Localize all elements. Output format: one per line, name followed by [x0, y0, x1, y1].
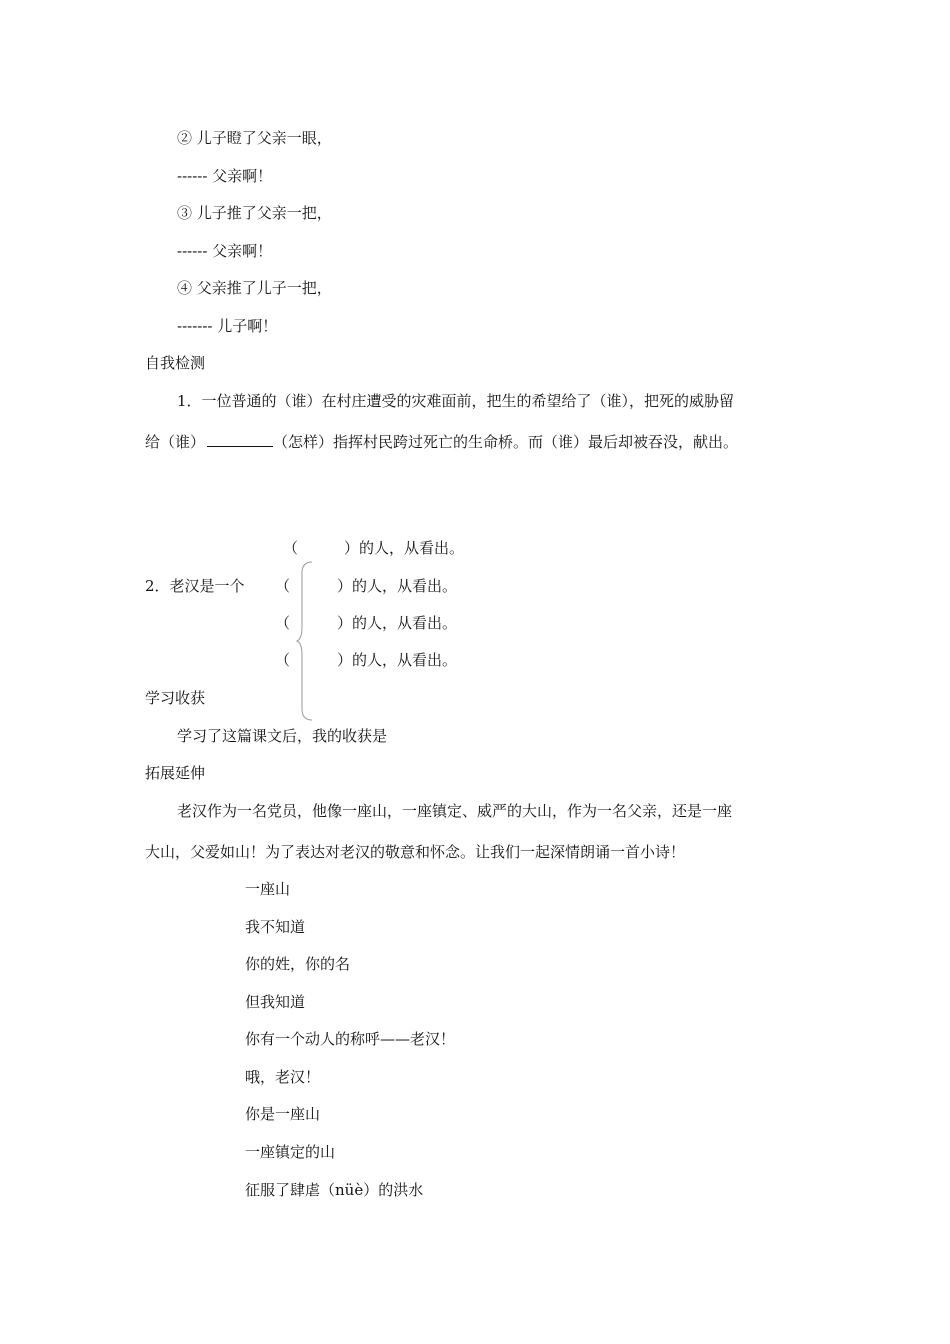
poem-line-8: 一座镇定的山 [245, 1143, 336, 1161]
brace-icon [296, 561, 316, 721]
q2-open-paren-1: （ [283, 539, 299, 557]
extension-para-line-1: 老汉作为一名党员，他像一座山，一座镇定、威严的大山，作为一名父亲，还是一座 [177, 802, 733, 820]
gains-heading: 学习收获 [145, 689, 206, 707]
question-2-label: 2．老汉是一个 [145, 577, 245, 595]
q2-open-paren-2: （ [275, 577, 291, 595]
poem-line-5: 你有一个动人的称呼——老汉！ [245, 1030, 456, 1048]
poem-line-1: 一座山 [245, 880, 291, 898]
poem-line-7: 你是一座山 [245, 1105, 321, 1123]
dialogue-line-6: ------- 儿子啊！ [177, 317, 278, 335]
q2-open-paren-3: （ [275, 614, 291, 632]
dialogue-line-2: ------ 父亲啊！ [177, 167, 273, 185]
poem-line-9: 征服了肆虐（nüè）的洪水 [245, 1181, 424, 1199]
poem-line-3: 你的姓，你的名 [245, 955, 351, 973]
poem-line-4: 但我知道 [245, 993, 306, 1011]
poem-line-6: 哦，老汉！ [245, 1068, 321, 1086]
q2-item-2: ）的人，从看出。 [337, 577, 458, 595]
poem-line-2: 我不知道 [245, 918, 306, 936]
dialogue-line-4: ------ 父亲啊！ [177, 242, 273, 260]
question-1-line-2-end: （怎样）指挥村民跨过死亡的生命桥。而（谁）最后却被吞没，献出。 [273, 433, 739, 451]
question-1-line-2 [145, 432, 738, 452]
extension-heading: 拓展延伸 [145, 764, 206, 782]
q2-item-1: ）的人，从看出。 [344, 539, 465, 557]
question-1-line-1: 1．一位普通的（谁）在村庄遭受的灾难面前，把生的希望给了（谁），把死的威胁留 [177, 392, 735, 410]
answer-blank [207, 432, 273, 447]
q2-open-paren-4: （ [275, 651, 291, 669]
extension-para-line-2: 大山，父爱如山！为了表达对老汉的敬意和怀念。让我们一起深情朗诵一首小诗！ [145, 843, 686, 861]
q2-item-3: ）的人，从看出。 [337, 614, 458, 632]
question-1-line-2-start: 给（谁） [145, 433, 206, 451]
dialogue-line-3: ③ 儿子推了父亲一把， [177, 204, 332, 222]
dialogue-line-5: ④ 父亲推了儿子一把， [177, 279, 332, 297]
self-check-heading: 自我检测 [145, 354, 206, 372]
gains-text: 学习了这篇课文后，我的收获是 [177, 727, 388, 745]
q2-item-4: ）的人，从看出。 [337, 651, 458, 669]
dialogue-line-1: ② 儿子瞪了父亲一眼， [177, 129, 332, 147]
